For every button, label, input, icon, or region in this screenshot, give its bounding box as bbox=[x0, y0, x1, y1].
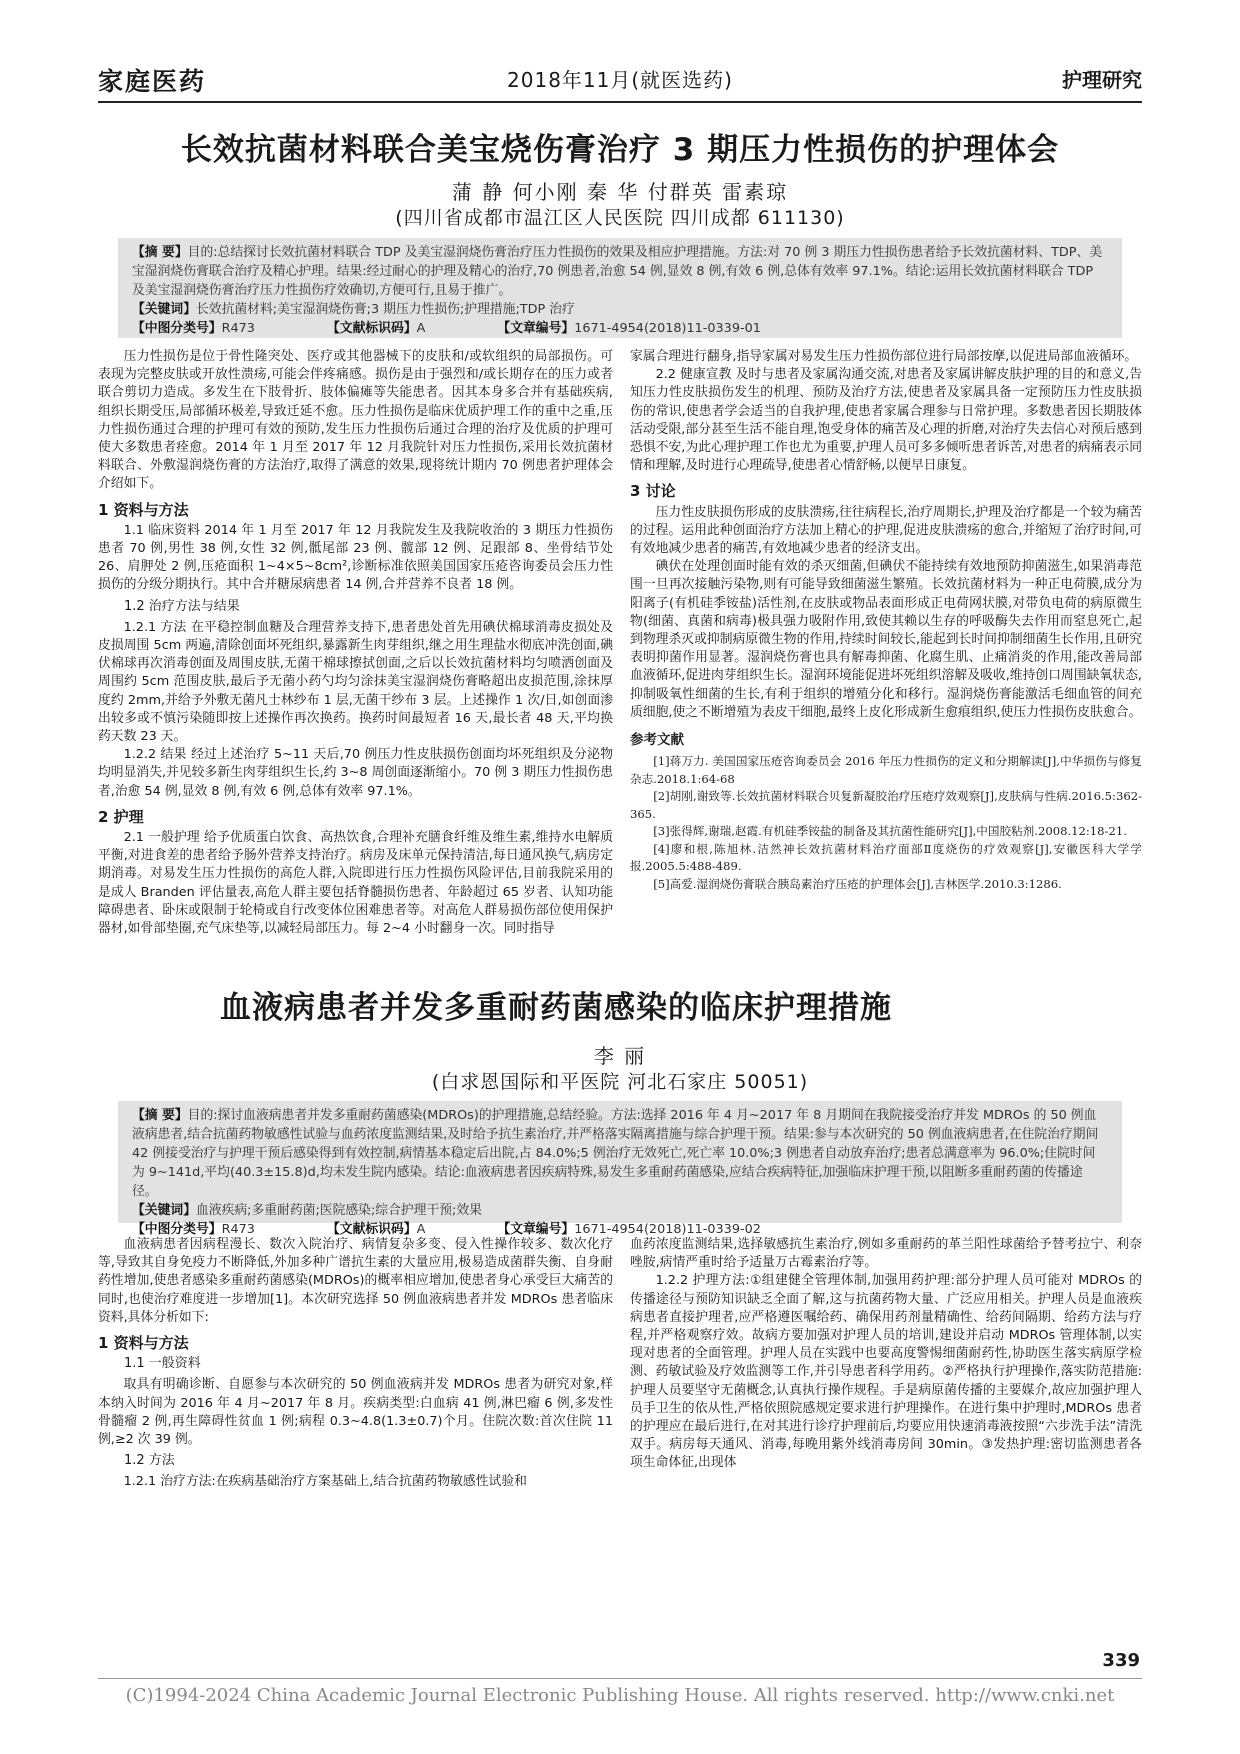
article2-abstract: 【摘 要】目的:探讨血液病患者并发多重耐药菌感染(MDROs)的护理措施,总结经验。方法:选择 2016 年 4 月~2017 年 8 月期间在我院接受治疗并发 MDROs 的 50 例血液病患者,结合抗菌药物敏感性试验与血药浓度监测结果,及时给予抗生素治疗,并严格落实隔离措施与综合护理干预。结果:参与本次研究的 50 例血液病患者,在住院治疗期间 42 例接受治疗与护理干预后感染得到有效控制,病情基本稳定后出院,占 84.0%;5 例治疗无效死亡,死亡率 10.0%;3 例患者自动放弃治疗;患者总满意率为 96.0%;住院时间为 9~141d,平均(40.3±15.8)d,均未发生院内感染。结论:血液病患者因疾病特殊,易发生多重耐药菌感染,应结合疾病特征,加强临床护理干预,以阻断多重耐药菌的传播途径。 bbox=[132, 1108, 1099, 1199]
references-heading: 参考文献 bbox=[630, 732, 684, 749]
article2-abstract-box bbox=[118, 1101, 1122, 1237]
article2-heading-1: 1 资料与方法 bbox=[98, 1334, 189, 1353]
article1-intro: 压力性损伤是位于骨性隆突处、医疗或其他器械下的皮肤和/或软组织的局部损伤。可表现为完整皮肤或开放性溃疡,可能会伴疼痛感。损伤是由于强烈和/或长期存在的压力或者联合剪切力造成。多发生在下肢骨折、肢体偏瘫等失能患者。因其本身多合并有基础疾病,组织长期受压,局部循环极差,导致迁延不愈。压力性损伤是临床优质护理工作的重中之重,压力性损伤通过合理的护理可有效的预防,发生压力性损伤后通过合理的治疗及优质的护理可使大多数患者痊愈。2014 年 1 月至 2017 年 12 月我院针对压力性损伤,采用长效抗菌材料联合、外敷湿润烧伤膏的方法治疗,取得了满意的效果,现将统计期内 70 例患者护理体会介绍如下。 bbox=[98, 349, 613, 492]
article1-para-1-2-1: 1.2.1 方法 在平稳控制血糖及合理营养支持下,患者患处首先用碘伏棉球消毒皮损处及皮损周围 5cm 两遍,清除创面坏死组织,暴露新生肉芽组织,继之用生理盐水彻底冲洗创面,碘伏棉球再次消毒创面及周围皮肤,无菌干棉球擦拭创面,之后以长效抗菌材料均匀喷洒创面及周围约 5cm 范围皮肤,最后予无菌小药勺均匀涂抹美宝湿润烧伤膏略超出皮损范围,涂抹厚度约 2mm,并给予外敷无菌凡士林纱布 1 层,无菌干纱布 3 层。上述操作 1 次/日,如创面渗出较多或不慎污染随即按上述操作再次换药。换药时间最短者 16 天,最长者 48 天,平均换药天数 23 天。 bbox=[98, 619, 613, 745]
article2-heading-1-1: 1.1 一般资料 bbox=[124, 1356, 201, 1372]
article2-continuation: 血药浓度监测结果,选择敏感抗生素治疗,例如多重耐药的革兰阳性球菌给予替考拉宁、利奈唑胺,病情严重时给予适量万古霉素治疗等。 bbox=[630, 1237, 1142, 1271]
article1-heading-1-2: 1.2 治疗方法与结果 bbox=[124, 598, 240, 614]
article2-para-1-2-2: 1.2.2 护理方法:①组建健全管理体制,加强用药护理:部分护理人员可能对 MDROs 的传播途径与预防知识缺乏全面了解,这与抗菌药物大量、广泛应用相关。护理人员是血液疾病患者直接护理者,应严格遵医嘱给药、确保用药剂量精确性、给药间隔期、给药方法与疗程,并严格观察疗效。故病方要加强对护理人员的培训,建设并启动 MDROs 管理体制,以实现对患者的全面管理。护理人员在实践中也要高度警惕细菌耐药性,协助医生落实病原学检测、药敏试验及疗效监测等工作,并引导患者科学用药。②严格执行护理操作,落实防范措施:护理人员要坚守无菌概念,认真执行操作规程。手是病原菌传播的主要媒介,故应加强护理人员手卫生的依从性,严格依照院感规定要求进行护理操作。在进行集中护理时,MDROs 患者的护理应在最后进行,在对其进行诊疗护理前后,均要应用快速消毒液按照“六步洗手法”清洗双手。病房每天通风、消毒,每晚用紫外线消毒房间 30min。③发热护理:密切监测患者各项生命体征,出现体 bbox=[630, 1273, 1142, 1471]
article2-para-1-2-1: 1.2.1 治疗方法:在疾病基础治疗方案基础上,结合抗菌药物敏感性试验和 bbox=[123, 1474, 527, 1490]
article2-authors: 李 丽 bbox=[593, 1044, 647, 1068]
article1-abstract-box bbox=[118, 238, 1122, 338]
article1-heading-3: 3 讨论 bbox=[630, 482, 676, 501]
article1-para-2-1: 2.1 一般护理 给予优质蛋白饮食、高热饮食,合理补充膳食纤维及维生素,维持水电解质平衡,对进食差的患者给予肠外营养支持治疗。病房及床单元保持清洁,每日通风换气,病房定期消毒。对易发生压力性损伤的高危人群,入院即进行压力性损伤风险评估,目前我院采用的是成人 Branden 评估量表,高危人群主要包括脊髓损伤患者、年龄超过 65 岁者、认知功能障碍患者、卧床或限制于轮椅或自行改变体位困难患者等。对高危人群易损伤部位使用保护器材,如骨部垫圈,充气床垫等,以减轻局部压力。每 2~4 小时翻身一次。同时指导 bbox=[98, 830, 613, 937]
reference-3: [3]张得辉,谢瑞,赵霞.有机硅季铵盐的制备及其抗菌性能研究[J],中国胶粘剂.2008.12:18-21. bbox=[653, 824, 1127, 839]
article1-right-column bbox=[630, 348, 1142, 938]
article1-para-1-1: 1.1 临床资料 2014 年 1 月至 2017 年 12 月我院发生及我院收治的 3 期压力性损伤患者 70 例,男性 38 例,女性 32 例,骶尾部 23 例、髋部 12 例、足跟部 8、坐骨结节处 26、肩胛处 2 例,压疮面积 1~4×5~8cm²,诊断标准依照美国国家压疮咨询委员会压力性损伤的分级分期执行。其中合并糖尿病患者 14 例,合并营养不良者 18 例。 bbox=[98, 522, 613, 593]
article1-abstract: 【摘 要】目的:总结探讨长效抗菌材料联合 TDP 及美宝湿润烧伤膏治疗压力性损伤的效果及相应护理措施。方法:对 70 例 3 期压力性损伤患者给予长效抗菌材料、TDP、美宝湿润烧伤膏联合治疗及精心护理。结果:经过耐心的护理及精心的治疗,70 例患者,治愈 54 例,显效 8 例,有效 6 例,总体有效率 97.1%。结论:运用长效抗菌材料联合 TDP 及美宝湿润烧伤膏治疗压力性损伤疗效确切,方便可行,且易于推广。 bbox=[132, 245, 1103, 298]
article2-para-1-1: 取具有明确诊断、自愿参与本次研究的 50 例血液病并发 MDROs 患者为研究对象,样本纳入时间为 2016 年 4 月~2017 年 8 月。疾病类型:白血病 41 例,淋巴瘤 6 例,多发性骨髓瘤 2 例,再生障碍性贫血 1 例;病程 0.3~4.8(1.3±0.7)个月。住院次数:首次住院 11 例,≥2 次 39 例。 bbox=[98, 1377, 613, 1448]
running-header bbox=[98, 62, 1142, 100]
copyright-line: (C)1994-2024 China Academic Journal Electronic Publishing House. All rights reserved. http://www.cnki.net bbox=[125, 1685, 1115, 1706]
article1-para-1-2-2: 1.2.2 结果 经过上述治疗 5~11 天后,70 例压力性皮肤损伤创面均坏死组织及分泌物均明显消失,并见较多新生肉芽组织生长,约 3~8 周创面逐渐缩小。70 例 3 期压力性损伤患者,治愈 54 例,显效 8 例,有效 6 例,总体有效率 97.1%。 bbox=[98, 747, 613, 799]
reference-2: [2]胡刚,谢致等.长效抗菌材料联合贝复新凝胶治疗压疮疗效观察[J],皮肤病与性病.2016.5:362-365. bbox=[630, 789, 1142, 821]
article2-right-column bbox=[630, 1236, 1142, 1641]
journal-name: 家庭医药 bbox=[98, 67, 207, 96]
reference-5: [5]高爱.湿润烧伤膏联合胰岛素治疗压疮的护理体会[J],吉林医学.2010.3:1286. bbox=[653, 876, 1062, 891]
article1-heading-2: 2 护理 bbox=[98, 807, 144, 826]
article1-para-3-1: 压力性皮肤损伤形成的皮肤溃疡,往往病程长,治疗周期长,护理及治疗都是一个较为痛苦的过程。运用此种创面治疗方法加上精心的护理,促进皮肤溃疡的愈合,并缩短了治疗时间,可有效地减少患者的痛苦,有效地减少患者的经济支出。 bbox=[630, 504, 1142, 557]
article1-heading-1: 1 资料与方法 bbox=[98, 500, 189, 519]
article1-affiliation: (四川省成都市温江区人民医院 四川成都 611130) bbox=[395, 207, 845, 229]
article2-title: 血液病患者并发多重耐药菌感染的临床护理措施 bbox=[220, 990, 892, 1026]
article1-left-column bbox=[98, 348, 613, 944]
article2-keywords: 【关键词】血液疾病;多重耐药菌;医院感染;综合护理干预;效果 bbox=[132, 1203, 482, 1218]
section-name: 护理研究 bbox=[1062, 68, 1142, 92]
issue-info: 2018年11月(就医选药) bbox=[507, 68, 733, 92]
article1-title: 长效抗菌材料联合美宝烧伤膏治疗 3 期压力性损伤的护理体会 bbox=[180, 132, 1060, 168]
article2-intro: 血液病患者因病程漫长、数次入院治疗、病情复杂多变、侵入性操作较多、数次化疗等,导致其自身免疫力不断降低,外加多种广谱抗生素的大量应用,极易造成菌群失衡、自身耐药性增加,使患者感染多重耐药菌感染(MDROs)的概率相应增加,使患者身心承受巨大痛苦的同时,也使治疗难度进一步增加[1]。本次研究选择 50 例血液病患者并发 MDROs 患者临床资料,具体分析如下: bbox=[98, 1237, 613, 1325]
article1-para-3-2: 碘伏在处理创面时能有效的杀灭细菌,但碘伏不能持续有效地预防抑菌滋生,如果消毒范围一旦再次接触污染物,则有可能导致细菌滋生繁殖。长效抗菌材料为一种正电荷膜,成分为阳离子(有机硅季铵盐)活性剂,在皮肤或物品表面形成正电荷网状膜,对带负电荷的病原微生物(细菌、真菌和病毒)极具强力吸附作用,致使其赖以生存的呼吸酶失去作用而窒息死亡,起到物理杀灭或抑制病原微生物的作用,持续时间较长,能起到长时间抑制细菌生长作用,且研究表明抑菌作用显著。湿润烧伤膏也具有解毒抑菌、化腐生肌、止痛消炎的作用,能改善局部血液循环,促进肉芽组织生长。湿润环境能促进坏死组织溶解及吸收,维持创口周围缺氧状态,抑制吸氧性细菌的生长,有利于组织的增殖分化和移行。湿润烧伤膏能激活毛细血管的间充质细胞,使之不断增殖为表皮干细胞,最终上皮化形成新生愈痕组织,使压力性损伤皮肤愈合。 bbox=[630, 559, 1142, 720]
article2-left-column bbox=[98, 1236, 613, 1641]
page-number: 339 bbox=[1102, 1650, 1140, 1671]
article1-classification: 【中图分类号】R473 【文献标识码】A 【文章编号】1671-4954(2018)11-0339-01 bbox=[132, 321, 761, 336]
article2-heading-1-2: 1.2 方法 bbox=[124, 1453, 175, 1469]
footer-rule bbox=[98, 1678, 1142, 1679]
article2-classification: 【中图分类号】R473 【文献标识码】A 【文章编号】1671-4954(2018)11-0339-02 bbox=[132, 1222, 761, 1237]
article1-keywords: 【关键词】长效抗菌材料;美宝湿润烧伤膏;3 期压力性损伤;护理措施;TDP 治疗 bbox=[132, 302, 575, 317]
article1-continuation: 家属合理进行翻身,指导家属对易发生压力性损伤部位进行局部按摩,以促进局部血液循环。 bbox=[630, 349, 1138, 364]
article1-para-2-2: 2.2 健康宣教 及时与患者及家属沟通交流,对患者及家属讲解皮肤护理的目的和意义,告知压力性皮肤损伤发生的机理、预防及治疗方法,使患者及家属具备一定预防压力性皮肤损伤的常识,使患者学会适当的自我护理,使患者家属合理参与日常护理。多数患者因长期肢体活动受限,部分甚至生活不能自理,饱受身体的痛苦及心理的折磨,对治疗失去信心对预后感到恐惧不安,为此心理护理工作也尤为重要,护理人员可多多倾听患者诉苦,对患者的病痛表示同情和理解,及时进行心理疏导,使患者心情舒畅,以便早日康复。 bbox=[630, 367, 1142, 474]
article2-affiliation: (白求恩国际和平医院 河北石家庄 50051) bbox=[431, 1071, 809, 1093]
header-rule bbox=[98, 101, 1142, 103]
article1-authors: 蒲 静 何小刚 秦 华 付群英 雷素琼 bbox=[451, 180, 789, 204]
reference-4: [4]廖和根,陈旭林.洁然神长效抗菌材料治疗面部Ⅱ度烧伤的疗效观察[J],安徽医科大学学报.2005.5:488-489. bbox=[630, 841, 1142, 874]
reference-1: [1]蒋万力. 美国国家压疮咨询委员会 2016 年压力性损伤的定义和分期解读[J],中华损伤与修复杂志.2018.1:64-68 bbox=[630, 754, 1142, 786]
